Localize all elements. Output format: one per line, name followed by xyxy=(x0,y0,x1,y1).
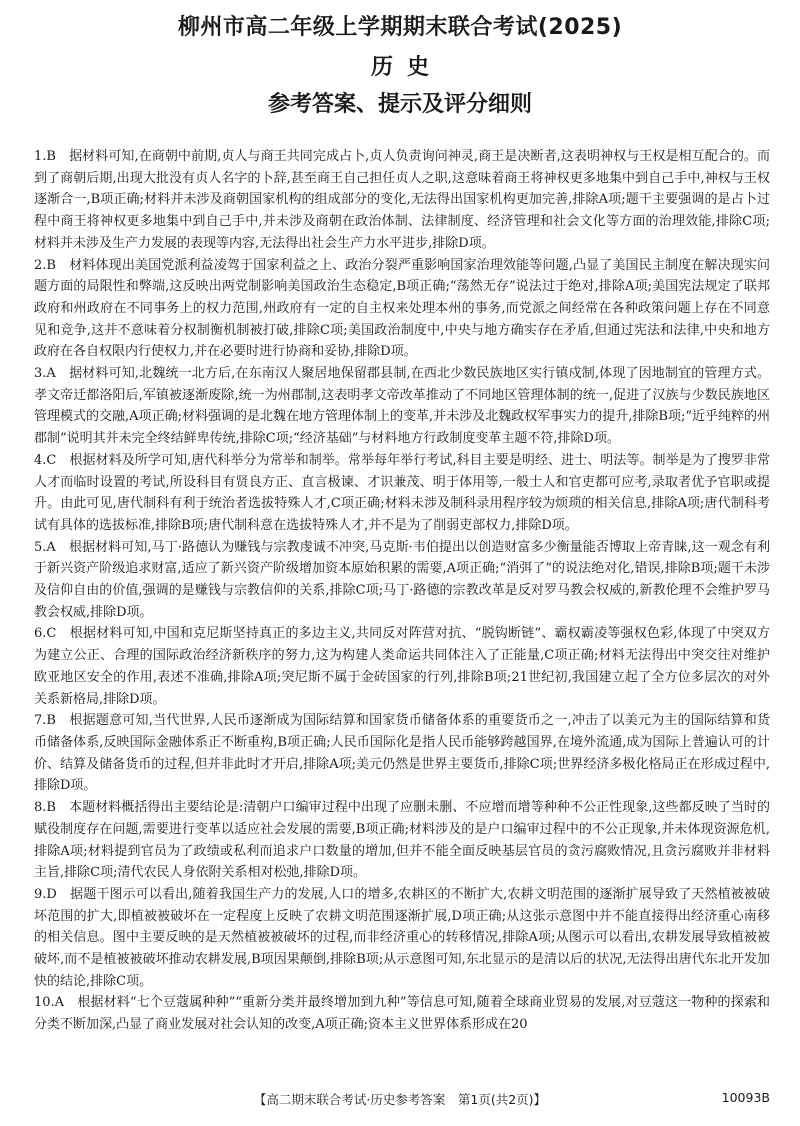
answer-item-8: 8.B 本题材料概括得出主要结论是:清朝户口编审过程中出现了应删未删、不应增而增等种种不公正性现象,这些都反映了当时的赋役制度存在问题,需要进行变革以适应社会发展的需要,B项正确;材料涉及的是户口编审过程中的不公正现象,并未体现资源危机,排除A项;材料提到官员为了政绩或私利而追求户口数量的增加,但并不能全面反映基层官员的贪污腐败情况,且贪污腐败并非材料主旨,排除C项;清代农民人身依附关系相对松弛,排除D项。 xyxy=(34,800,770,881)
footer-page-info: 【高二期末联合考试·历史参考答案 第1页(共2页)】 xyxy=(253,1092,547,1107)
answer-item-7: 7.B 根据题意可知,当代世界,人民币逐渐成为国际结算和国家货币储备体系的重要货币之一,冲击了以美元为主的国际结算和货币储备体系,反映国际金融体系正不断重构,B项正确;人民币国际化是指人民币能够跨越国界,在境外流通,成为国际上普遍认可的计价、结算及储备货币的过程,但并非此时才开启,排除A项;美元仍然是世界主要货币,排除C项;世界经济多极化格局正在形成过程中,排除D项。 xyxy=(34,713,770,794)
subject-title: 历史 xyxy=(370,55,443,80)
answer-list xyxy=(34,146,770,1036)
answer-item-2: 2.B 材料体现出美国党派利益凌驾于国家利益之上、政治分裂严重影响国家治理效能等问题,凸显了美国民主制度在解决现实问题方面的局限性和弊端,这反映出两党制影响美国政治生态稳定,B项正确;“荡然无存”说法过于绝对,排除A项;美国宪法规定了联邦政府和州政府在不同事务上的权力范围,州政府有一定的自主权来处理本州的事务,而党派之间经常在各种政策问题上存在不同意见和竞争,这并不意味着分权制衡机制被打破,排除C项;美国政治制度中,中央与地方确实存在矛盾,但通过宪法和法律,中央和地方政府在各自权限内行使权力,并在必要时进行协商和妥协,排除D项。 xyxy=(34,257,770,360)
answer-item-9: 9.D 据题干图示可以看出,随着我国生产力的发展,人口的增多,农耕区的不断扩大,农耕文明范围的逐渐扩展导致了天然植被被破坏范围的扩大,即植被被破坏在一定程度上反映了农耕文明范围逐渐扩展,D项正确;从这张示意图中并不能直接得出经济重心南移的相关信息。图中主要反映的是天然植被被破坏的过程,而非经济重心的转移情况,排除A项;从图示可以看出,农耕发展导致植被被破坏,而不是植被被破坏推动农耕发展,B项因果颠倒,排除B项;从示意图可知,东北显示的是清以后的状况,无法得出唐代东北开发加快的结论,排除C项。 xyxy=(34,886,770,989)
answer-item-5: 5.A 根据材料可知,马丁·路德认为赚钱与宗教虔诚不冲突,马克斯·韦伯提出以创造财富多少衡量能否博取上帝青睐,这一观念有利于新兴资产阶级追求财富,适应了新兴资产阶级增加资本原始积累的需要,A项正确;“消弭了”的说法绝对化,错误,排除B项;题干未涉及信仰自由的价值,强调的是赚钱与宗教信仰的关系,排除C项;马丁·路德的宗教改革是反对罗马教会权威的,新教伦理不会维护罗马教会权威,排除D项。 xyxy=(34,539,770,620)
answer-item-4: 4.C 根据材料及所学可知,唐代科举分为常举和制举。常举每年举行考试,科目主要是明经、进士、明法等。制举是为了搜罗非常人才而临时设置的考试,所设科目有贤良方正、直言极谏、才识兼茂、明于体用等,一般士人和官吏都可应考,录取者优予官职或提升。由此可见,唐代制科有利于统治者选拔特殊人才,C项正确;材料未涉及制科录用程序较为烦琐的相关信息,排除A项;唐代制科考试有具体的选拔标准,排除B项;唐代制科意在选拔特殊人才,并不是为了削弱吏部权力,排除D项。 xyxy=(34,452,770,533)
footer-exam-code: 10093B xyxy=(721,1090,770,1105)
answer-item-6: 6.C 根据材料可知,中国和克尼斯坚持真正的多边主义,共同反对阵营对抗、“脱钩断链”、霸权霸凌等强权色彩,体现了中突双方为建立公正、合理的国际政治经济新秩序的努力,这为构建人类命运共同体注入了正能量,C项正确;材料无法得出中突交往对维护欧亚地区安全的作用,表述不准确,排除A项;突尼斯不属于金砖国家的行列,排除B项;21世纪初,我国建立起了全方位多层次的对外关系新格局,排除D项。 xyxy=(34,626,770,707)
answer-item-10: 10.A 根据材料“七个豆蔻属种种”“重新分类并最终增加到九种”等信息可知,随着全球商业贸易的发展,对豆蔻这一物种的探索和分类不断加深,凸显了商业发展对社会认知的改变,A项正确;资本主义世界体系形成在20 xyxy=(34,995,770,1033)
exam-title: 柳州市高二年级上学期期末联合考试(2025) xyxy=(177,15,623,40)
answer-item-1: 1.B 据材料可知,在商朝中前期,贞人与商王共同完成占卜,贞人负责询问神灵,商王是决断者,这表明神权与王权是相互配合的。而到了商朝后期,出现大批没有贞人名字的卜辞,甚至商王自己担任贞人之职,这意味着商王将神权更多地集中到自己手中,神权与王权逐渐合一,B项正确;材料并未涉及商朝国家机构的组成部分的变化,无法得出国家机构更加完善,排除A项;题干主要强调的是占卜过程中商王将神权更多地集中到自己手中,并未涉及商朝在政治体制、法律制度、经济管理和社会文化等方面的治理效能,排除C项;材料并未涉及生产力发展的表现等内容,无法得出社会生产力水平进步,排除D项。 xyxy=(34,149,770,251)
answer-item-3: 3.A 据材料可知,北魏统一北方后,在东南汉人聚居地保留郡县制,在西北少数民族地区实行镇戍制,体现了因地制宜的管理方式。孝文帝迁都洛阳后,军镇被逐渐废除,统一为州郡制,这表明孝文帝改革推动了不同地区管理体制的统一,促进了汉族与少数民族地区管理模式的交融,A项正确;材料强调的是北魏在地方管理体制上的变革,并未涉及北魏政权军事实力的提升,排除B项;“近乎纯粹的州郡制”说明其并未完全终结鲜卑传统,排除C项;“经济基础”与材料地方行政制度变革主题不符,排除D项。 xyxy=(34,366,770,447)
answer-key-subtitle: 参考答案、提示及评分细则 xyxy=(267,92,532,117)
